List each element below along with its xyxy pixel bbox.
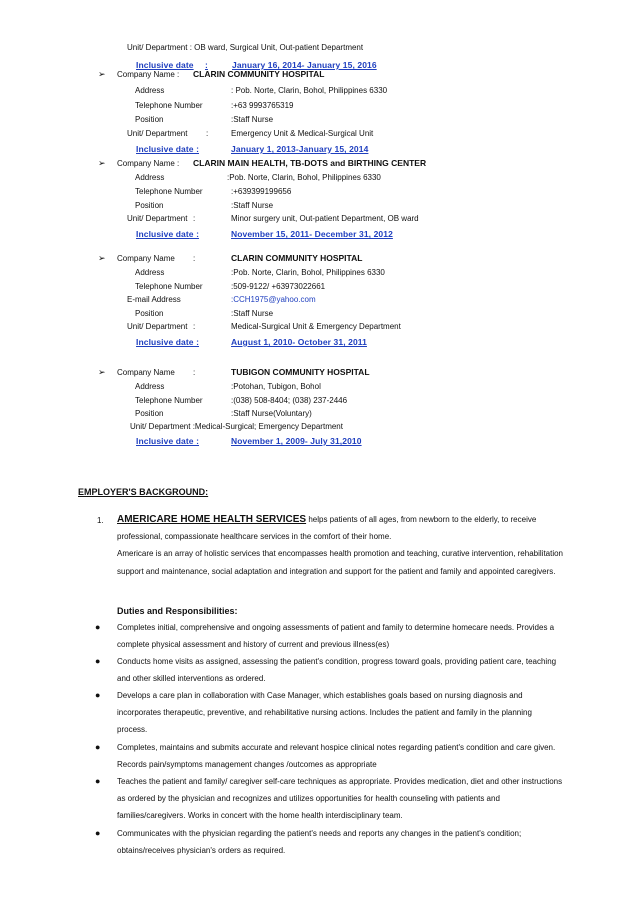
- company-name: TUBIGON COMMUNITY HOSPITAL: [231, 367, 370, 377]
- employer-name: AMERICARE HOME HEALTH SERVICES: [117, 514, 307, 525]
- position-label: Position: [135, 409, 164, 418]
- inclusive-date: November 1, 2009- July 31,2010: [231, 436, 362, 446]
- address-value: :Potohan, Tubigon, Bohol: [231, 382, 321, 391]
- inclusive-date: January 1, 2013-January 15, 2014: [231, 144, 369, 154]
- unit-value: Medical-Surgical Unit & Emergency Department: [231, 322, 401, 331]
- inclusive-label: Inclusive date :: [136, 436, 200, 446]
- address-label: Address: [135, 382, 165, 391]
- employer-desc-2b: support and maintenance, social adaptation and integration and support for the patient and family and appointed caregivers.: [117, 567, 556, 576]
- arrow-bullet-icon: ➢: [98, 158, 106, 168]
- inclusive-date: August 1, 2010- October 31, 2011: [231, 337, 367, 347]
- position-label: Position: [135, 115, 164, 124]
- employer-intro-line: [117, 514, 536, 526]
- top-unit-line: Unit/ Department : OB ward, Surgical Unit, Out-patient Department: [127, 43, 364, 52]
- address-value: : Pob. Norte, Clarin, Bohol, Philippines 6330: [231, 86, 388, 95]
- arrow-bullet-icon: ➢: [98, 69, 106, 79]
- unit-label: Unit/ Department: [127, 129, 188, 138]
- bullet-dot-icon: ●: [95, 828, 101, 838]
- duty-line: families/caregivers. Works in concert with the home health interdisciplinary team.: [117, 811, 403, 820]
- arrow-bullet-icon: ➢: [98, 367, 106, 377]
- unit-colon: :: [206, 129, 209, 138]
- phone-value: :(038) 508-8404; (038) 237-2446: [231, 396, 348, 405]
- bullet-dot-icon: ●: [95, 776, 101, 786]
- email-label: E-mail Address: [127, 295, 181, 304]
- employer-number: 1.: [97, 516, 104, 525]
- duty-line: complete physical assessment and history of current and previous illness(es): [117, 640, 390, 649]
- duty-line: Develops a care plan in collaboration with Case Manager, which establishes goals based on nursing diagnosis and: [117, 691, 523, 700]
- position-label: Position: [135, 309, 164, 318]
- employer-desc-2a: Americare is an array of holistic services that encompasses health promotion and teaching, curative intervention, rehabilitation: [117, 549, 564, 558]
- top-inclusive-date: January 16, 2014- January 15, 2016: [232, 60, 377, 70]
- address-label: Address: [135, 173, 165, 182]
- bullet-dot-icon: ●: [95, 656, 101, 666]
- company-name-label: Company Name: [117, 254, 175, 263]
- duty-line: Records pain/symptoms management changes /outcomes as appropriate: [117, 760, 377, 769]
- duty-line: obtains/receives physician's orders as required.: [117, 846, 286, 855]
- employer-background-heading: EMPLOYER'S BACKGROUND:: [78, 487, 209, 497]
- company-name-colon: :: [193, 368, 196, 377]
- duty-line: Conducts home visits as assigned, assessing the patient's condition, progress toward goals, providing patient care, teaching: [117, 657, 557, 666]
- company-name: CLARIN MAIN HEALTH, TB-DOTS and BIRTHING CENTER: [193, 158, 427, 168]
- phone-value: :+639399199656: [231, 187, 292, 196]
- bullet-dot-icon: ●: [95, 690, 101, 700]
- address-value: :Pob. Norte, Clarin, Bohol, Philippines 6330: [227, 173, 381, 182]
- phone-label: Telephone Number: [135, 282, 203, 291]
- company-name: CLARIN COMMUNITY HOSPITAL: [231, 253, 363, 263]
- position-value: :Staff Nurse(Voluntary): [231, 409, 312, 418]
- duty-line: and other skilled interventions as ordered.: [117, 674, 266, 683]
- position-label: Position: [135, 201, 164, 210]
- position-value: :Staff Nurse: [231, 309, 274, 318]
- duty-line: incorporates therapeutic, preventive, and rehabilitative nursing actions. Includes the patient and family in the planning: [117, 708, 532, 717]
- unit-line: Unit/ Department :Medical-Surgical; Emergency Department: [130, 422, 343, 431]
- position-value: :Staff Nurse: [231, 201, 274, 210]
- unit-colon: :: [193, 214, 196, 223]
- unit-label: Unit/ Department: [127, 214, 188, 223]
- unit-label: Unit/ Department: [127, 322, 188, 331]
- top-inclusive-label: Inclusive date: [136, 60, 194, 70]
- phone-label: Telephone Number: [135, 187, 203, 196]
- bullet-dot-icon: ●: [95, 742, 101, 752]
- duty-line: Completes, maintains and submits accurate and relevant hospice clinical notes regarding patient's condition and care given.: [117, 743, 556, 752]
- employer-desc-1b: professional, compassionate healthcare services in the comfort of their home.: [117, 532, 392, 541]
- email-link[interactable]: :CCH1975@yahoo.com: [231, 295, 316, 304]
- inclusive-label: Inclusive date :: [136, 337, 200, 347]
- inclusive-date: November 15, 2011- December 31, 2012: [231, 229, 393, 239]
- company-name-label: Company Name :: [117, 70, 180, 79]
- unit-value: Minor surgery unit, Out-patient Department, OB ward: [231, 214, 419, 223]
- duty-line: Teaches the patient and family/ caregiver self-care techniques as appropriate. Provides medication, diet and other instructions: [117, 777, 563, 786]
- address-label: Address: [135, 268, 165, 277]
- phone-label: Telephone Number: [135, 101, 203, 110]
- unit-colon: :: [193, 322, 196, 331]
- duty-line: Completes initial, comprehensive and ongoing assessments of patient and family to determine homecare needs. Provides a: [117, 623, 555, 632]
- bullet-dot-icon: ●: [95, 622, 101, 632]
- unit-value: Emergency Unit & Medical-Surgical Unit: [231, 129, 374, 138]
- duty-line: as ordered by the physician and recognizes and utilizes opportunities for health counseling with patients and: [117, 794, 500, 803]
- address-label: Address: [135, 86, 165, 95]
- address-value: :Pob. Norte, Clarin, Bohol, Philippines 6330: [231, 268, 385, 277]
- employer-desc-1a: helps patients of all ages, from newborn to the elderly, to receive: [306, 515, 537, 524]
- company-name-label: Company Name :: [117, 159, 180, 168]
- phone-value: :509-9122/ +63973022661: [231, 282, 326, 291]
- duties-heading: Duties and Responsibilities:: [117, 606, 238, 616]
- duty-line: process.: [117, 725, 148, 734]
- phone-label: Telephone Number: [135, 396, 203, 405]
- arrow-bullet-icon: ➢: [98, 253, 106, 263]
- position-value: :Staff Nurse: [231, 115, 274, 124]
- top-inclusive-colon: :: [205, 60, 208, 70]
- inclusive-label: Inclusive date :: [136, 229, 200, 239]
- duty-line: Communicates with the physician regarding the patient's needs and reports any changes in the patient's condition;: [117, 829, 522, 838]
- phone-value: :+63 9993765319: [231, 101, 294, 110]
- inclusive-label: Inclusive date :: [136, 144, 200, 154]
- company-name: CLARIN COMMUNITY HOSPITAL: [193, 69, 325, 79]
- company-name-colon: :: [193, 254, 196, 263]
- company-name-label: Company Name: [117, 368, 175, 377]
